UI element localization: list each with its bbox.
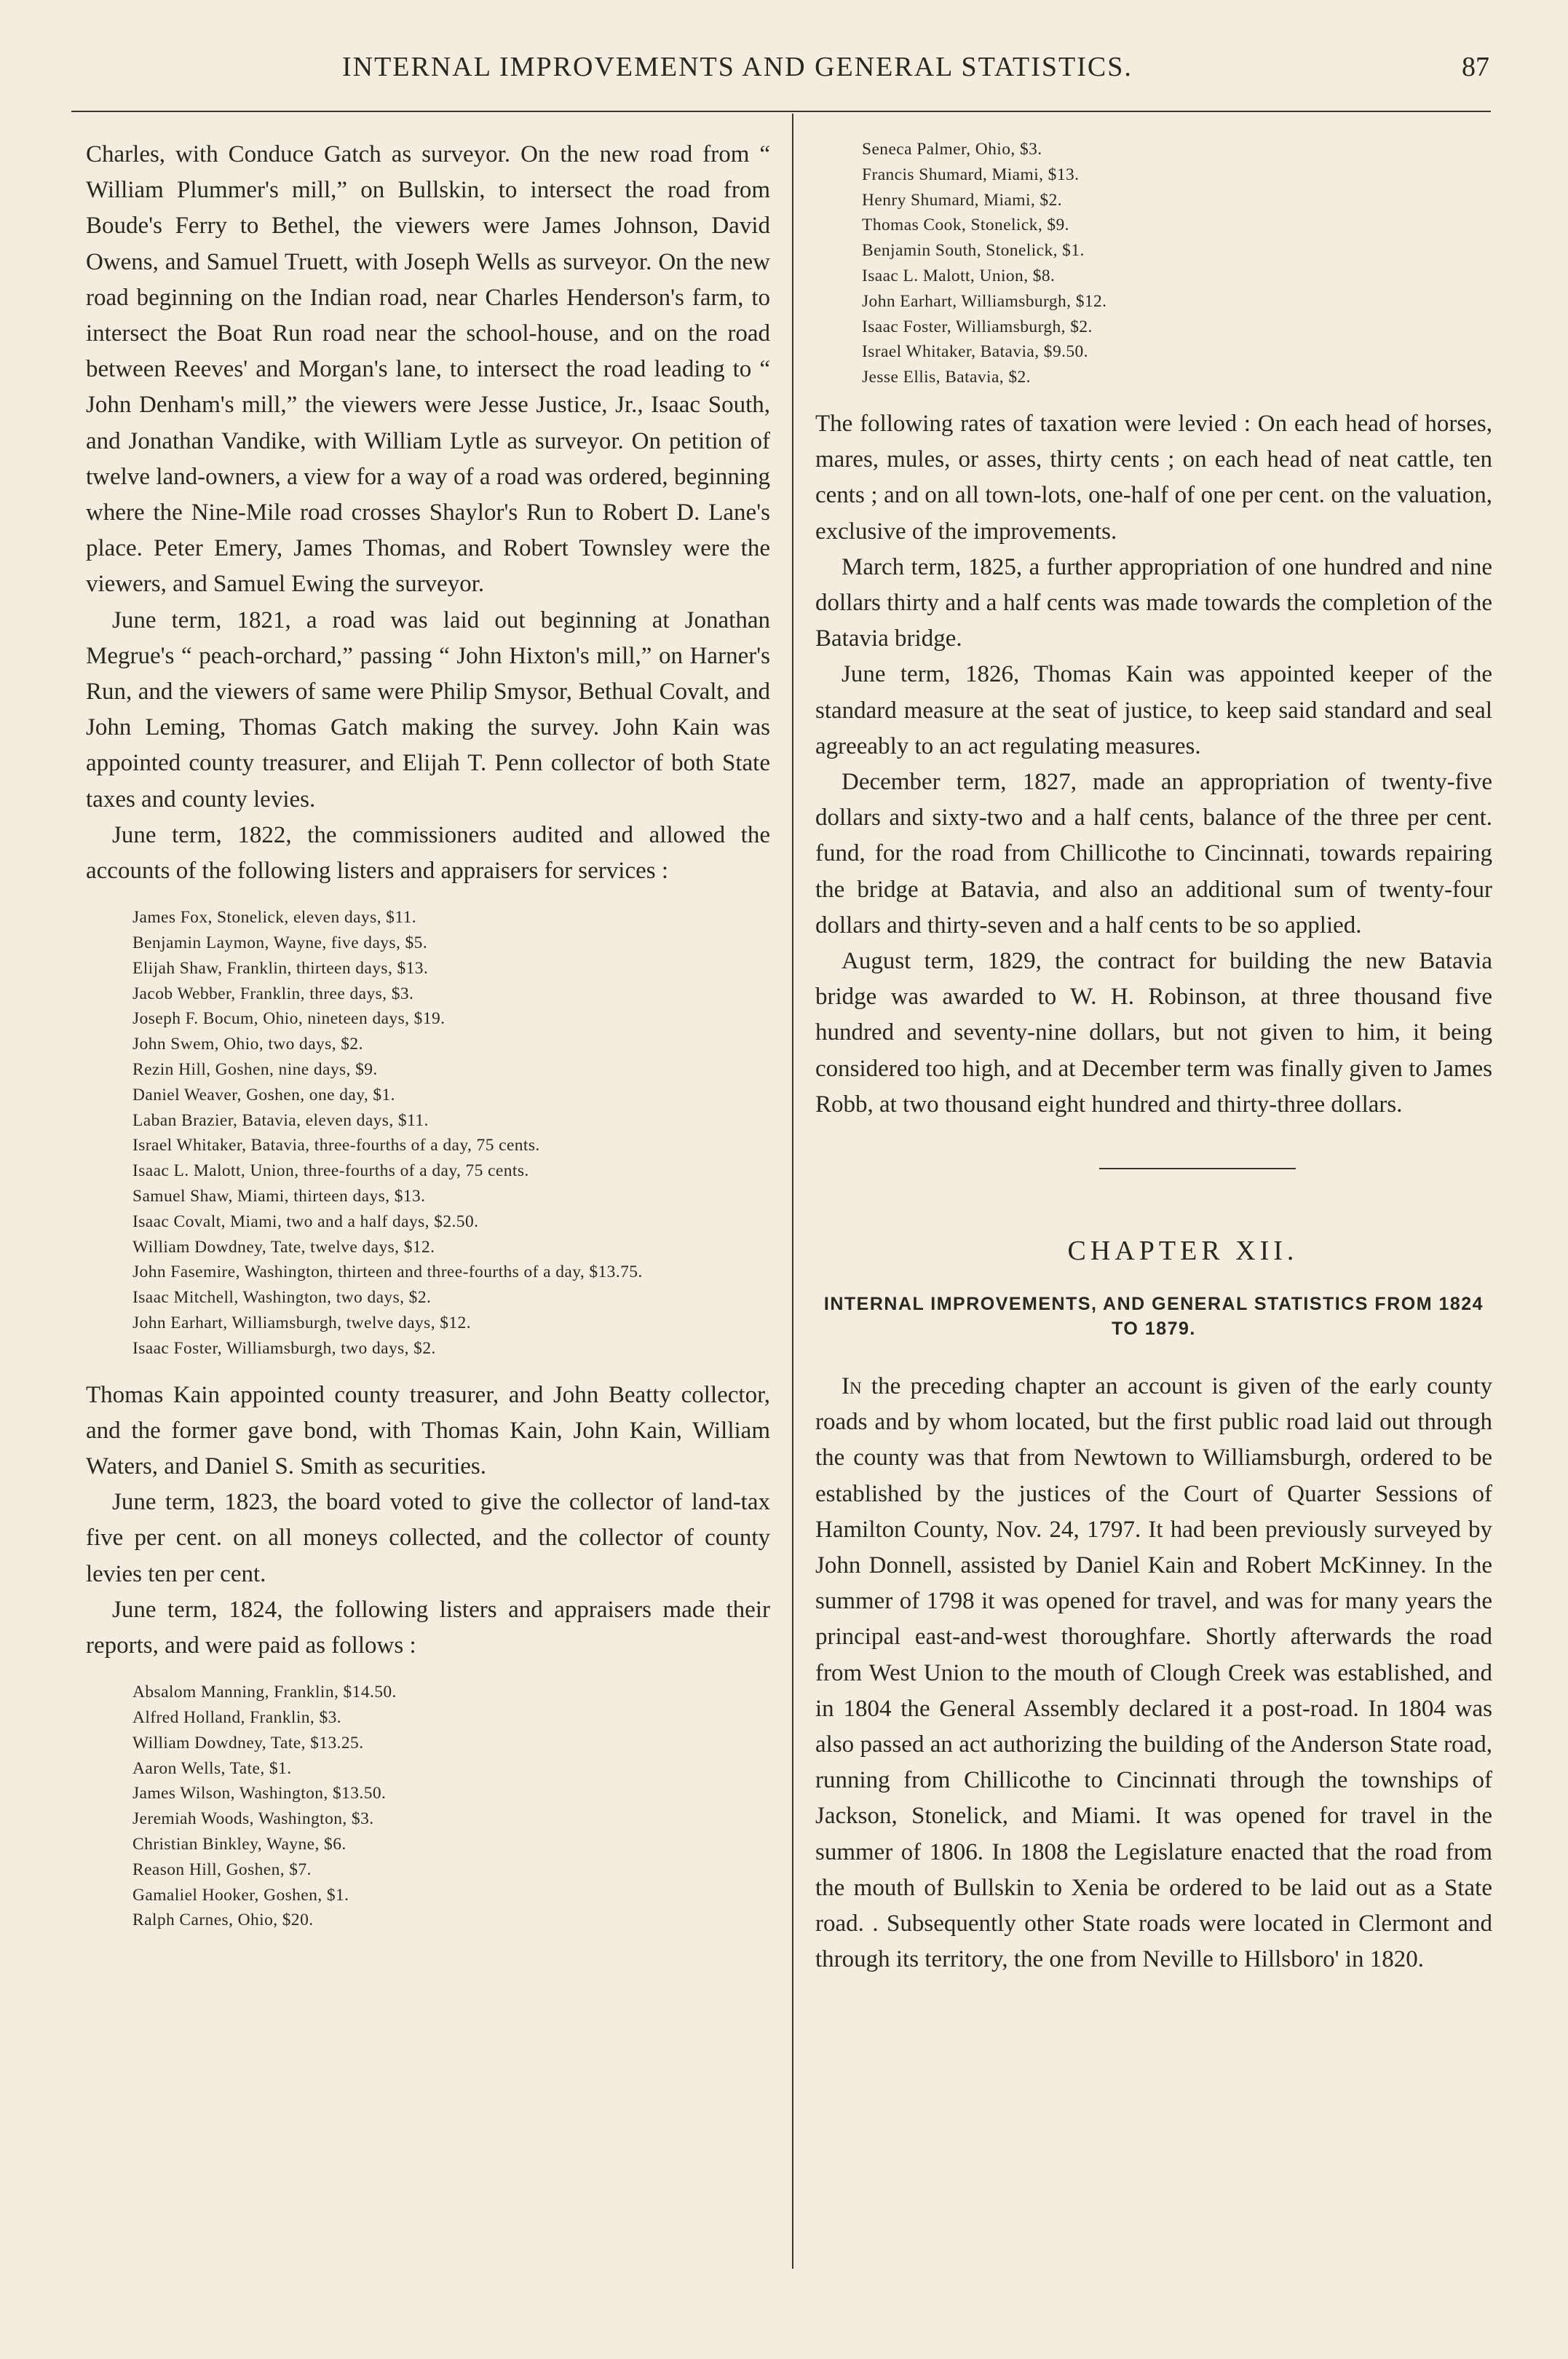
paragraph: December term, 1827, made an appropriation of twenty-five dollars and sixty-two and a half cents, balance of the three per cent. fund, for the road from Chillicothe to Cincinnati, towards repairing the bridge at Batavia, and also an additional sum of twenty-four dollars and thirty-seven and a half cents to be so applied. (815, 769, 1492, 939)
page-header (0, 0, 1568, 116)
paragraph: June term, 1826, Thomas Kain was appointed keeper of the standard measure at the seat of justice, to keep said standard and seal agreeably to an act regulating measures. (815, 661, 1492, 759)
list-item: Isaac Foster, Williamsburgh, two days, $2. (132, 1338, 436, 1358)
list-item: Israel Whitaker, Batavia, $9.50. (862, 342, 1088, 362)
paragraph: June term, 1822, the commissioners audited and allowed the accounts of the following listers and appraisers for services : (86, 821, 770, 885)
list-item: Benjamin South, Stonelick, $1. (862, 241, 1085, 261)
list-item: Isaac Foster, Williamsburgh, $2. (862, 317, 1093, 336)
list-item: Elijah Shaw, Franklin, thirteen days, $13. (132, 958, 429, 978)
list-item: Isaac L. Malott, Union, three-fourths of a day, 75 cents. (132, 1161, 529, 1181)
list-item: Daniel Weaver, Goshen, one day, $1. (132, 1085, 395, 1105)
list-item: Isaac Covalt, Miami, two and a half days, $2.50. (132, 1212, 479, 1231)
header-rule (71, 111, 1491, 112)
list-item: Henry Shumard, Miami, $2. (862, 190, 1062, 210)
paragraph: June term, 1823, the board voted to give the collector of land-tax five per cent. on all moneys collected, and the collector of county levies ten per cent. (86, 1489, 770, 1587)
list-item: James Fox, Stonelick, eleven days, $11. (132, 908, 417, 928)
chapter-paragraph-text: the preceding chapter an account is given of the early county roads and by whom located, but the first public road laid out through the county was that from Newtown to Williamsburgh, ordered to be established by the justices of the Court of Quarter Sessions of Hamilton County, Nov. 24, 1797. It had been previously surveyed by John Donnell, assisted by Daniel Kain and Robert McKinney. In the summer of 1798 it was opened for travel, and was for many years the principal east-and-west thoroughfare. Shortly afterwards the road from West Union to the mouth of Clough Creek was established, and in 1804 the General Assembly declared it a post-road. In 1804 was also passed an act authorizing the building of the Anderson State road, running from Chillicothe to Cincinnati through the townships of Jackson, Stonelick, and Miami. It was opened for travel in the summer of 1806. In 1808 the Legislature enacted that the road from the mouth of Bullskin to Xenia be ordered to be laid out as a State road. . Subsequently other State roads were located in Clermont and through its territory, the one from Neville to Hillsboro' in 1820. (815, 1373, 1492, 1973)
running-title: INTERNAL IMPROVEMENTS AND GENERAL STATISTICS. (342, 52, 1133, 82)
paragraph: June term, 1824, the following listers and appraisers made their reports, and were paid as follows : (86, 1596, 770, 1659)
list-item: Christian Binkley, Wayne, $6. (132, 1835, 347, 1854)
list-item: Isaac Mitchell, Washington, two days, $2. (132, 1288, 432, 1308)
list-item: Jacob Webber, Franklin, three days, $3. (132, 984, 414, 1003)
list-item: Reason Hill, Goshen, $7. (132, 1860, 312, 1879)
list-item: John Earhart, Williamsburgh, $12. (862, 291, 1107, 311)
listers-1822-list (86, 905, 770, 1361)
list-item: Benjamin Laymon, Wayne, five days, $5. (132, 933, 428, 953)
list-item: Ralph Carnes, Ohio, $20. (132, 1910, 314, 1930)
paragraph: August term, 1829, the contract for building the new Batavia bridge was awarded to W. H. Robinson, at three thousand five hundred and seventy-nine dollars, but not given to him, it being considered too high, and at December term was finally given to James Robb, at two thousand eight hundred and thirty-three dollars. (815, 948, 1492, 1118)
list-item: Seneca Palmer, Ohio, $3. (862, 140, 1042, 159)
paragraph: Thomas Kain appointed county treasurer, and John Beatty collector, and the former gave bond, with Thomas Kain, John Kain, William Waters, and Daniel S. Smith as securities. (86, 1381, 770, 1480)
list-item: John Fasemire, Washington, thirteen and three-fourths of a day, $13.75. (132, 1263, 643, 1282)
list-item: James Wilson, Washington, $13.50. (132, 1784, 387, 1803)
section-rule (1099, 1168, 1296, 1169)
chapter-subtitle: INTERNAL IMPROVEMENTS, AND GENERAL STATISTICS FROM 1824 TO 1879. (823, 1294, 1484, 1340)
paragraph: The following rates of taxation were levied : On each head of horses, mares, mules, or asses, thirty cents ; on each head of neat cattle, ten cents ; and on all town-lots, one-half of one per cent. on the valuation, exclusive of the improvements. (815, 410, 1492, 545)
list-item: Laban Brazier, Batavia, eleven days, $11. (132, 1110, 429, 1130)
paragraph: March term, 1825, a further appropriation of one hundred and nine dollars thirty and a half cents was made towards the completion of the Batavia bridge. (815, 553, 1492, 652)
list-item: John Swem, Ohio, two days, $2. (132, 1035, 363, 1054)
list-item: John Earhart, Williamsburgh, twelve days, $12. (132, 1313, 471, 1333)
paragraph: Charles, with Conduce Gatch as surveyor. On the new road from “ William Plummer's mill,” on Bullskin, to intersect the road from Boude's Ferry to Bethel, the viewers were James Johnson, David Owens, and Samuel Truett, with Joseph Wells as surveyor. On the new road beginning on the Indian road, near Charles Henderson's farm, to intersect the Boat Run road near the school-house, and on the road between Reeves' and Morgan's lane, to intersect the road leading to “ John Denham's mill,” the viewers were Jesse Justice, Jr., Isaac South, and Jonathan Vandike, with William Lytle as surveyor. On petition of twelve land-owners, a view for a way of a road was ordered, beginning where the Nine-Mile road crosses Shaylor's Run to Robert D. Lane's place. Peter Emery, James Thomas, and Robert Townsley were the viewers, and Samuel Ewing the surveyor. (86, 141, 770, 598)
list-item: William Dowdney, Tate, twelve days, $12. (132, 1237, 435, 1257)
list-item: Francis Shumard, Miami, $13. (862, 165, 1080, 184)
left-column (86, 137, 770, 2277)
list-item: Jeremiah Woods, Washington, $3. (132, 1809, 374, 1829)
chapter-paragraph (815, 1369, 1492, 1977)
paragraph: June term, 1821, a road was laid out beginning at Jonathan Megrue's “ peach-orchard,” passing “ John Hixton's mill,” on Harner's Run, and the viewers of same were Philip Smysor, Bethual Covalt, and John Leming, Thomas Gatch making the survey. John Kain was appointed county treasurer, and Elijah T. Penn collector of both State taxes and county levies. (86, 606, 770, 813)
list-item: Israel Whitaker, Batavia, three-fourths of a day, 75 cents. (132, 1136, 540, 1155)
list-item: Gamaliel Hooker, Goshen, $1. (132, 1885, 349, 1905)
list-item: Absalom Manning, Franklin, $14.50. (132, 1683, 397, 1702)
listers-1824-list (86, 1680, 770, 1933)
listers-1824-list-continued (815, 137, 1492, 390)
page-number: 87 (1462, 52, 1489, 82)
list-item: Thomas Cook, Stonelick, $9. (862, 216, 1069, 235)
list-item: William Dowdney, Tate, $13.25. (132, 1733, 364, 1753)
list-item: Jesse Ellis, Batavia, $2. (862, 368, 1031, 387)
list-item: Joseph F. Bocum, Ohio, nineteen days, $19. (132, 1009, 446, 1029)
list-item: Isaac L. Malott, Union, $8. (862, 266, 1056, 285)
chapter-title: CHAPTER XII. (1067, 1236, 1299, 1267)
chapter-first-word: In (842, 1373, 862, 1400)
list-item: Alfred Holland, Franklin, $3. (132, 1708, 342, 1728)
column-divider (792, 114, 793, 2269)
list-item: Rezin Hill, Goshen, nine days, $9. (132, 1060, 378, 1080)
list-item: Samuel Shaw, Miami, thirteen days, $13. (132, 1187, 426, 1206)
right-column (815, 137, 1492, 2277)
list-item: Aaron Wells, Tate, $1. (132, 1758, 292, 1778)
